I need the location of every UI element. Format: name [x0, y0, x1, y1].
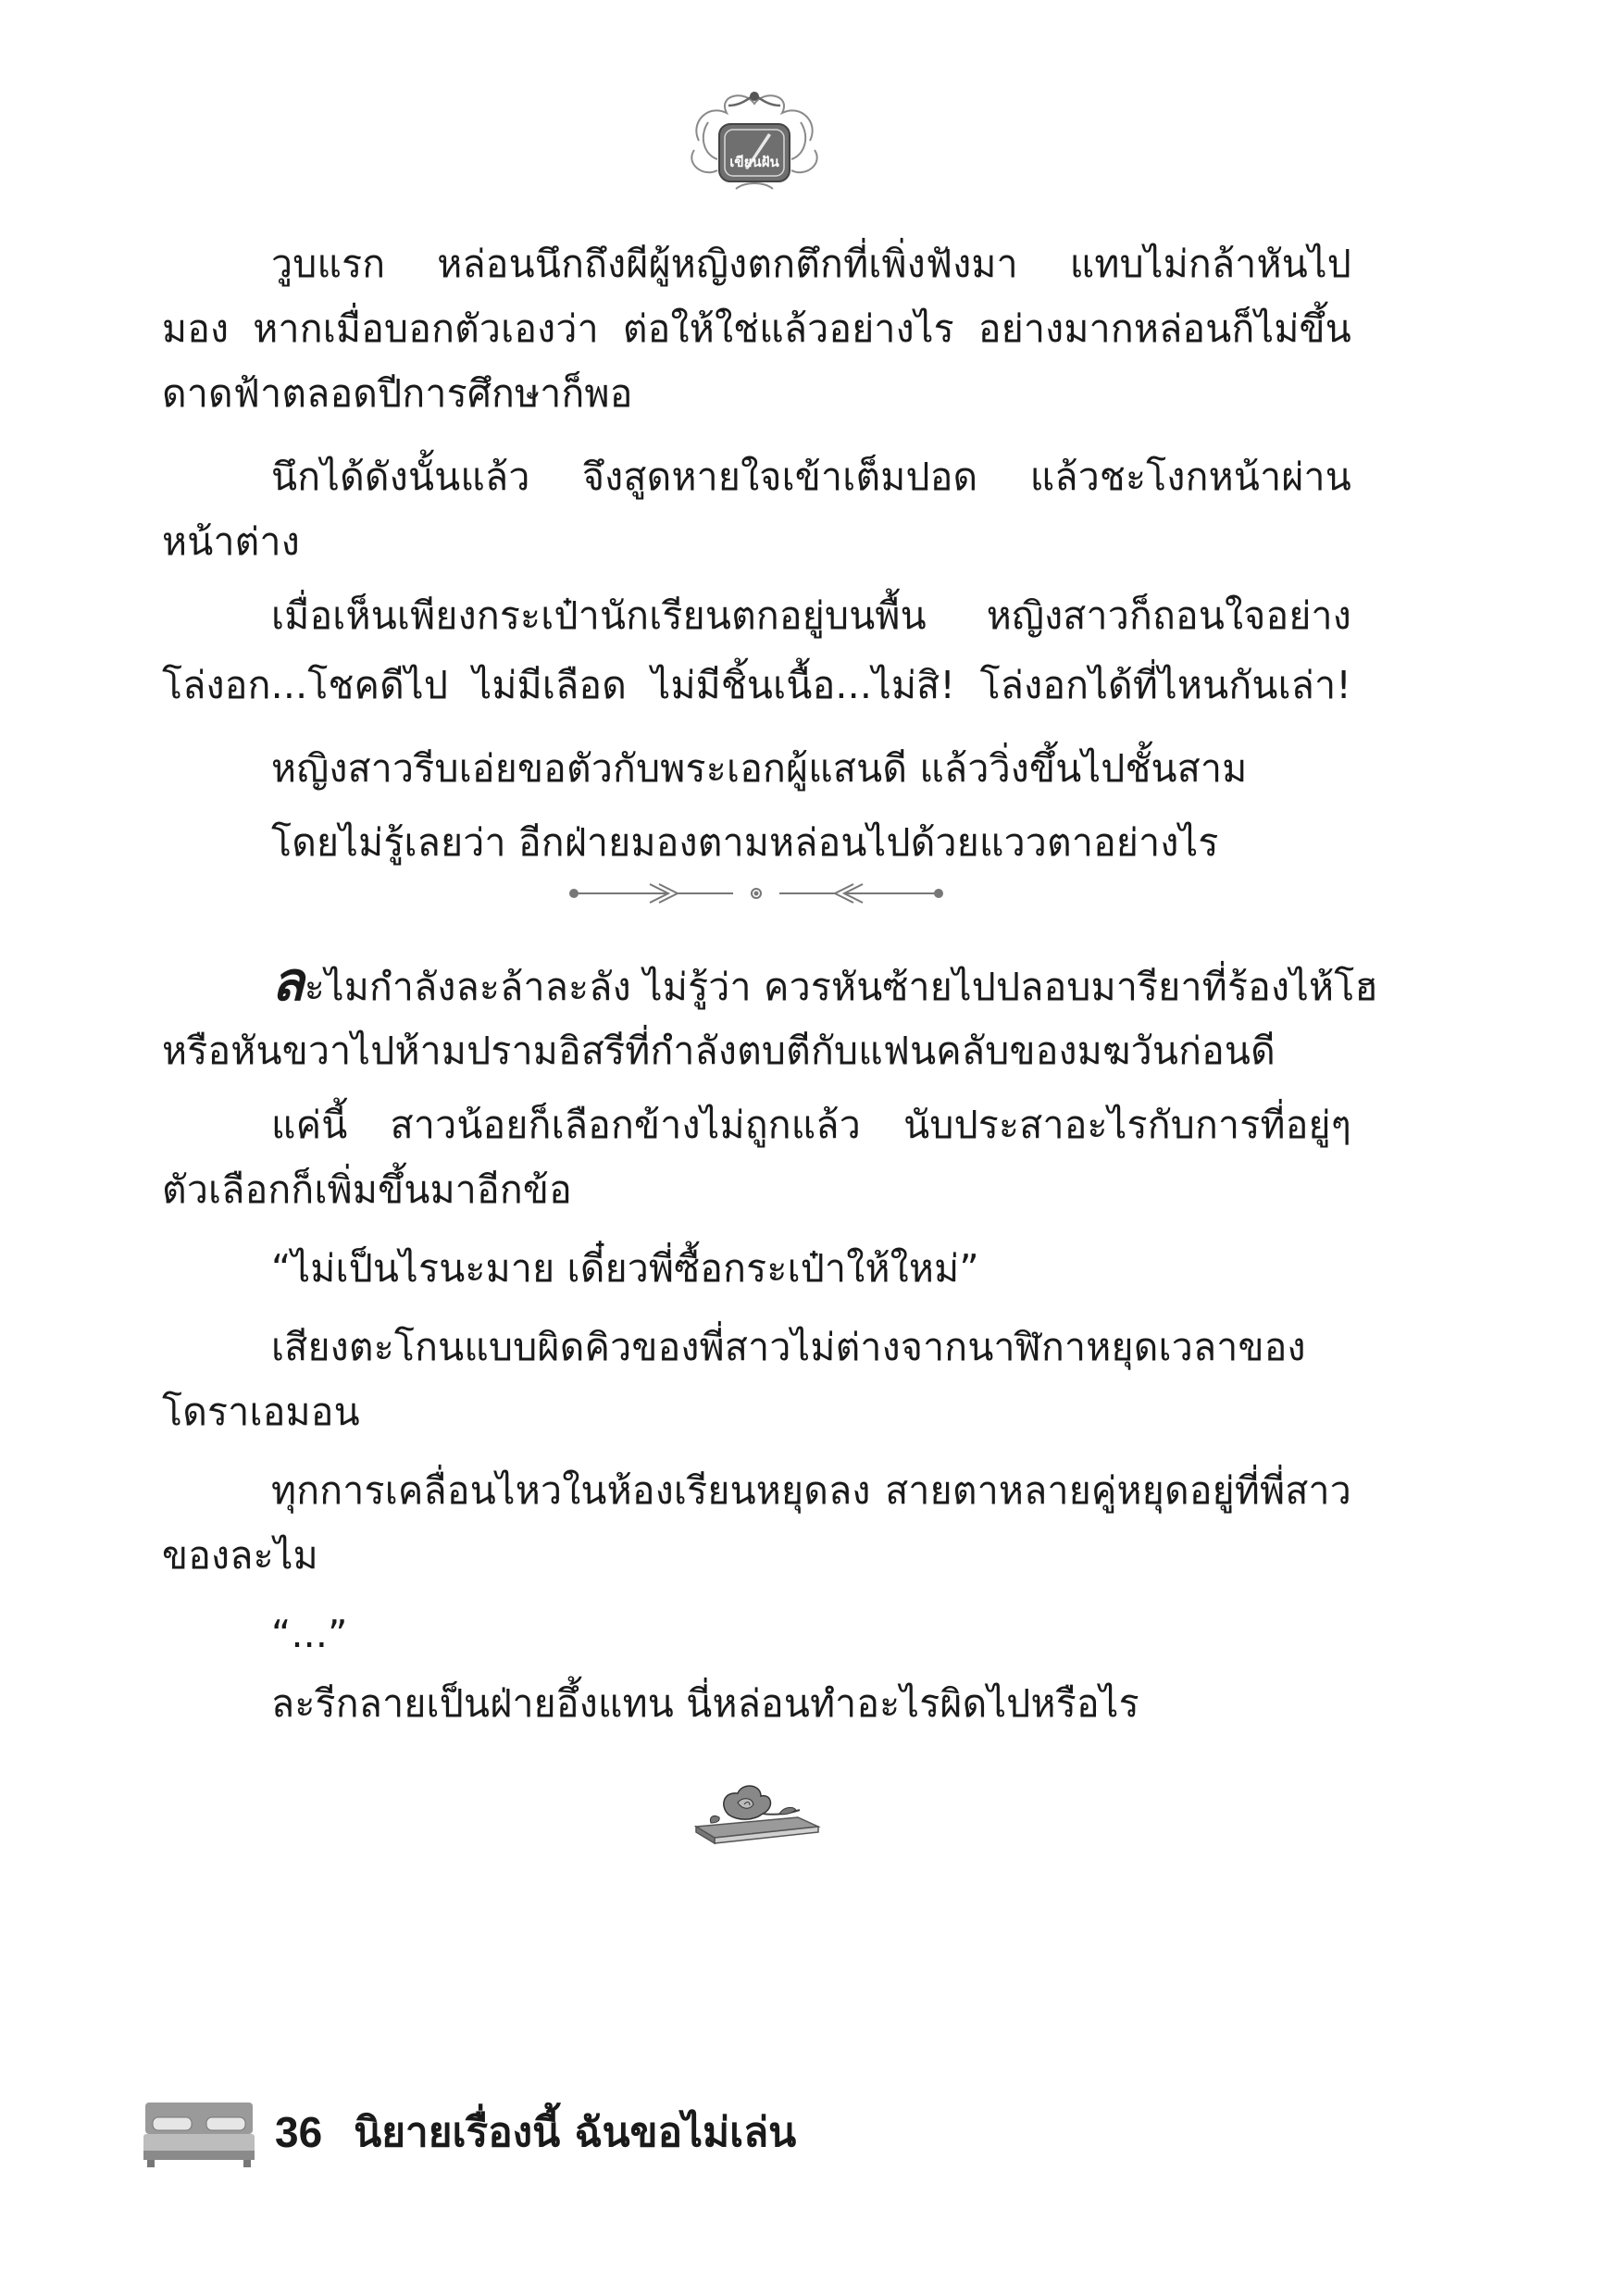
dropcap-letter: ล [271, 950, 305, 1013]
paragraph-line: เสียงตะโกนแบบผิดคิวของพี่สาวไม่ต่างจากนาฬิกาหยุดเวลาของ [271, 1325, 1306, 1369]
paragraph-line: ดาดฟ้าตลอดปีการศึกษาก็พอ [162, 371, 633, 416]
paragraph-line: วูบแรก หล่อนนึกถึงผีผู้หญิงตกตึกที่เพิ่งฟังมา แทบไม่กล้าหันไป [271, 242, 1351, 286]
paragraph-line: นึกได้ดังนั้นแล้ว จึงสูดหายใจเข้าเต็มปอด แล้วชะโงกหน้าผ่าน [271, 455, 1351, 499]
rose-on-book-icon [687, 1773, 826, 1847]
paragraph-line: ตัวเลือกก็เพิ่มขึ้นมาอีกข้อ [162, 1167, 572, 1212]
paragraph-line: หญิงสาวรีบเอ่ยขอตัวกับพระเอกผู้แสนดี แล้ววิ่งขึ้นไปชั้นสาม [271, 746, 1248, 791]
paragraph-line: “ไม่เป็นไรนะมาย เดี๋ยวพี่ซื้อกระเป๋าให้ใหม่” [271, 1246, 979, 1291]
emblem-text: เขียนฝัน [729, 154, 779, 170]
paragraph-line: มอง หากเมื่อบอกตัวเองว่า ต่อให้ใช่แล้วอย่างไร อย่างมากหล่อนก็ไม่ขึ้น [162, 306, 1351, 351]
paragraph-line: เมื่อเห็นเพียงกระเป๋านักเรียนตกอยู่บนพื้น หญิงสาวก็ถอนใจอย่าง [271, 593, 1351, 638]
paragraph-line: ของละไม [162, 1533, 318, 1578]
ornamental-arrow-divider-icon [566, 875, 946, 912]
paragraph-line: ละรีกลายเป็นฝ่ายอึ้งแทน นี่หล่อนทำอะไรผิดไปหรือไร [271, 1681, 1139, 1726]
book-title: นิยายเรื่องนี้ ฉันขอไม่เล่น [354, 2109, 797, 2156]
page-number: 36 [275, 2108, 323, 2156]
paragraph-line: แค่นี้ สาวน้อยก็เลือกข้างไม่ถูกแล้ว นับประสาอะไรกับการที่อยู่ๆ [271, 1103, 1351, 1147]
vintage-frame-emblem-icon [680, 85, 828, 196]
paragraph-line: หรือหันขวาไปห้ามปรามอิสรีที่กำลังตบตีกับแฟนคลับของมฆวันก่อนดี [162, 1029, 1276, 1073]
paragraph-line: หน้าต่าง [162, 519, 300, 564]
paragraph-line: “...” [271, 1612, 348, 1656]
paragraph-line-with-dropcap [271, 949, 1378, 1014]
paragraph-line-text: ะไมกำลังละล้าละลัง ไม่รู้ว่า ควรหันซ้ายไปปลอบมารียาที่ร้องไห้โฮ [304, 965, 1378, 1009]
paragraph-line: โดยไม่รู้เลยว่า อีกฝ่ายมองตามหล่อนไปด้วยแววตาอย่างไร [271, 820, 1219, 865]
bed-icon [143, 2097, 255, 2167]
page-footer [143, 2090, 796, 2174]
paragraph-line: โดราเอมอน [162, 1390, 360, 1434]
paragraph-line: ทุกการเคลื่อนไหวในห้องเรียนหยุดลง สายตาหลายคู่หยุดอยู่ที่พี่สาว [271, 1468, 1351, 1513]
paragraph-line: โล่งอก...โชคดีไป ไม่มีเลือด ไม่มีชิ้นเนื้อ...ไม่สิ! โล่งอกได้ที่ไหนกันเล่า! [162, 663, 1351, 707]
